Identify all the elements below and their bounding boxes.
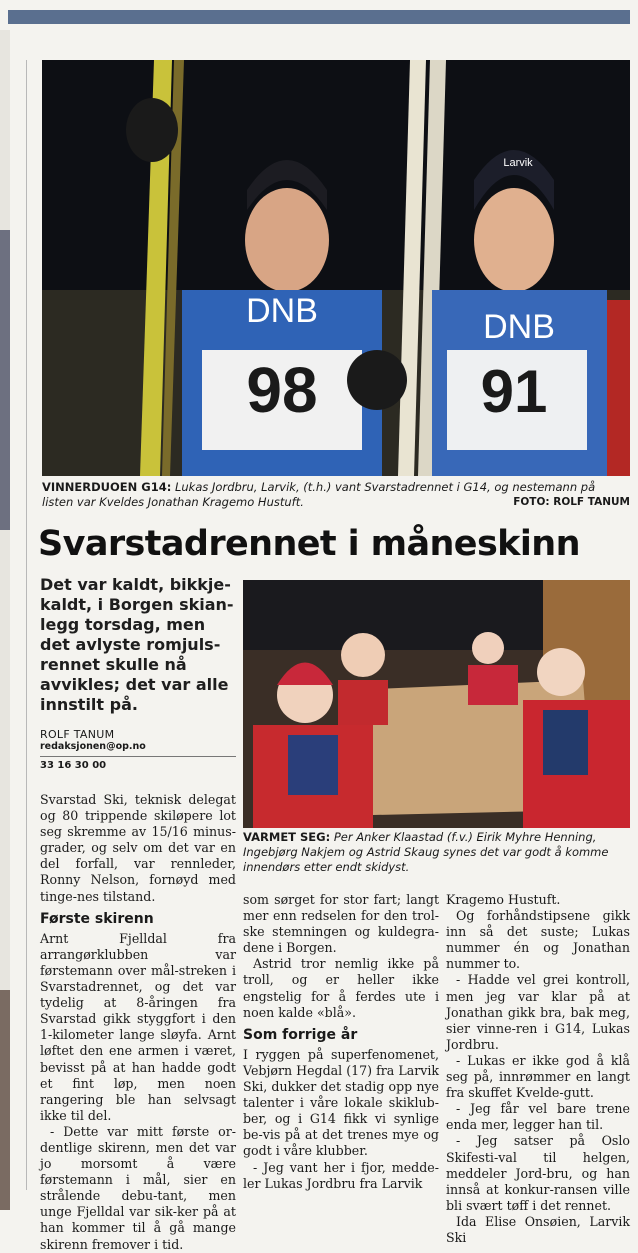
paragraph: Svarstad Ski, teknisk delegat og 80 trippende skiløpere lot seg skremme av 15/16 minus-grader, og selv om det var en del forfall, var rennleder, Ronny Nelson, fornøyd med tinge-nes tilstand. bbox=[40, 792, 236, 904]
paragraph: Kragemo Hustuft. bbox=[446, 892, 561, 907]
paragraph: - Jeg får vel bare trene enda mer, legger han til. bbox=[446, 1101, 630, 1133]
body-column-3 bbox=[446, 892, 630, 1246]
subheading: Første skirenn bbox=[40, 910, 154, 927]
paragraph: som sørget for stor fart; langt mer enn redselen for den trol-ske stemningen og kuldegra-dene i Borgen. bbox=[243, 892, 439, 956]
top-color-bar bbox=[8, 10, 630, 24]
column-divider bbox=[26, 60, 27, 1190]
bib-left-sponsor: DNB bbox=[246, 292, 318, 330]
kids-photo bbox=[243, 580, 630, 828]
paragraph: - Dette var mitt første or-dentlige skirenn, men det var jo morsomt å være førstemann i mål, sier en strålende debu-tant, men unge Fjelldal var sik-ker på at han kommer til å gå mange skirenn fremover i tid. bbox=[40, 1123, 236, 1252]
caption2-text: Per Anker Klaastad (f.v.) Eirik Myhre Henning, Ingebjørg Nakjem og Astrid Skaug synes det var godt å komme innendørs etter endt skidyst. bbox=[243, 830, 609, 874]
article-headline: Svarstadrennet i måneskinn bbox=[38, 524, 580, 564]
paragraph: - Jeg satser på Oslo Skifesti-val til helgen, meddeler Jord-bru, og han innså at konkur-ransen ville bli svært tøff i det rennet. bbox=[446, 1133, 630, 1213]
author-name: ROLF TANUM bbox=[40, 728, 115, 741]
editorial-phone: 33 16 30 00 bbox=[40, 760, 107, 771]
bib-right-sponsor: DNB bbox=[483, 308, 555, 346]
paragraph: I ryggen på superfenomenet, Vebjørn Hegdal (17) fra Larvik Ski, dukker det stadig opp nye talenter i våre lokale skiklub-ber, og i G14 fikk vi synlige be-vis på at det trenes mye og godt i våre klubber. bbox=[243, 1046, 439, 1159]
paragraph: Astrid tror nemlig ikke på troll, og er heller ikke engstelig for å ferdes ute i noen kalde «blå». bbox=[243, 956, 439, 1020]
kids-caption bbox=[243, 830, 630, 875]
article-ingress: Det var kaldt, bikkje-kaldt, i Borgen skian-legg torsdag, men det avlyste romjuls-rennet skulle nå avvikles; det var alle innstilt på. bbox=[40, 575, 234, 714]
caption2-lead: VARMET SEG: bbox=[243, 830, 331, 844]
paragraph: Arnt Fjelldal fra arrangørklubben var førstemann over mål-streken i Svarstadrennet, og det var tydelig at 8-åringen fra Svarstad gikk styggfort i den 1-kilometer lange sløyfa. Arnt løftet den ene armen i været, bevisst på at han hadde godt et fint løp, men noen rangering ble han selvsagt ikke til del. bbox=[40, 930, 236, 1123]
winners-photo bbox=[42, 60, 630, 476]
bib-right-number: 91 bbox=[480, 358, 548, 425]
body-column-1 bbox=[40, 792, 236, 1253]
adjacent-page-strip bbox=[0, 30, 10, 1200]
bib-left-number: 98 bbox=[246, 354, 318, 426]
body-column-2 bbox=[243, 892, 439, 1192]
winners-caption bbox=[42, 480, 630, 510]
hat-right-text: Larvik bbox=[503, 157, 533, 169]
subheading: Som forrige år bbox=[243, 1026, 358, 1043]
caption-lead: VINNERDUOEN G14: bbox=[42, 480, 172, 494]
paragraph: - Lukas er ikke god å klå seg på, innrømmer en langt fra skuffet Kvelde-gutt. bbox=[446, 1052, 630, 1101]
paragraph: - Hadde vel grei kontroll, men jeg var klar på at Jonathan gikk bra, bak meg, sier vinne-ren i G14, Lukas Jordbru. bbox=[446, 972, 630, 1052]
author-email: redaksjonen@op.no bbox=[40, 741, 146, 752]
caption-text: Lukas Jordbru, Larvik, (t.h.) vant Svarstadrennet i G14, og nestemann på listen var Kveldes Jonathan Kragemo Hustuft. bbox=[42, 480, 596, 509]
photo-credit: FOTO: ROLF TANUM bbox=[513, 496, 630, 508]
paragraph: Og forhåndstipsene gikk inn så det suste; Lukas nummer én og Jonathan nummer to. bbox=[446, 908, 630, 972]
paragraph: - Jeg vant her i fjor, medde-ler Lukas Jordbru fra Larvik bbox=[243, 1159, 439, 1191]
paragraph: Ida Elise Onsøien, Larvik Ski bbox=[446, 1213, 630, 1245]
byline bbox=[40, 728, 236, 771]
